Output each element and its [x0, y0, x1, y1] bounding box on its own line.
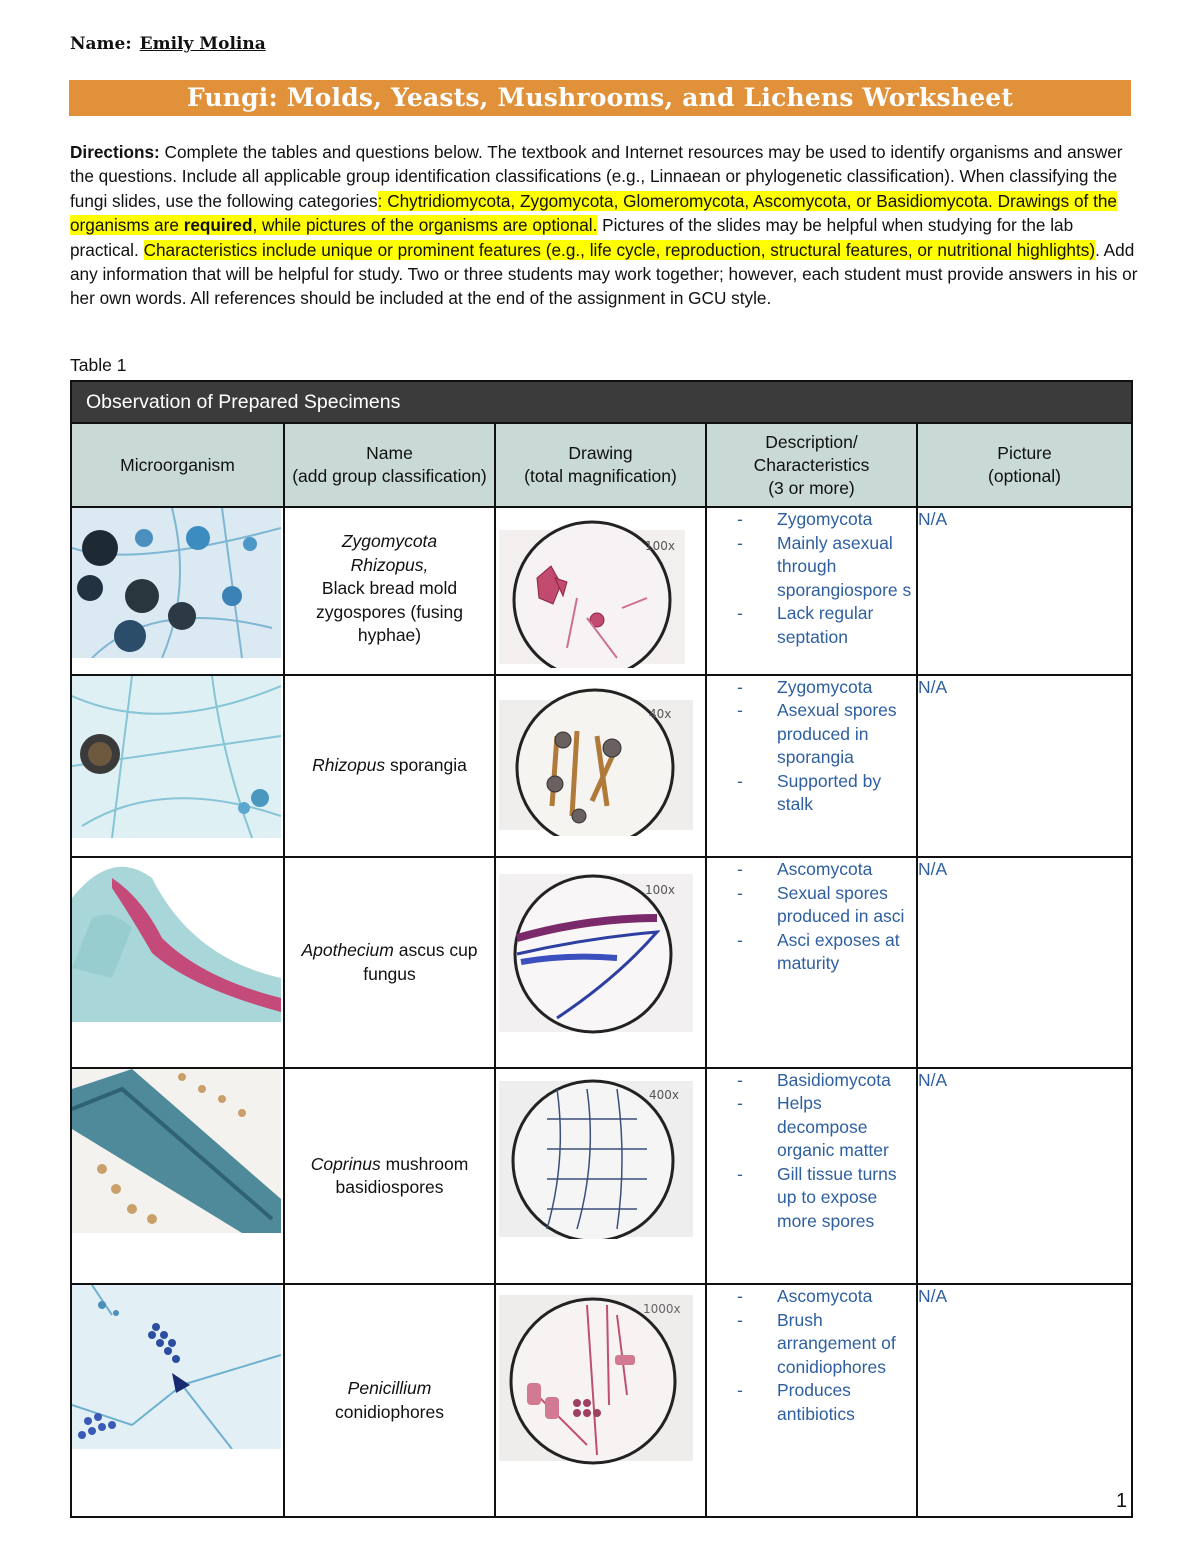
- col-header-picture: Picture (optional): [917, 423, 1132, 507]
- description-cell: [706, 675, 917, 857]
- picture-cell: N/A: [917, 675, 1132, 857]
- directions-text-3: . Add any information that will be helpful for study. Two or three students may work together; however, each student must provide answers in his or her own words. All references should be included at the end of the assignment in GCU style.: [70, 239, 1138, 309]
- description-cell: [706, 1284, 917, 1517]
- directions-highlight-characteristics: Characteristics include unique or prominent features (e.g., life cycle, reproduction, structural features, or nutritional highlights): [143, 239, 1096, 260]
- characteristic: - Ascomycota: [737, 858, 916, 882]
- drawing-cell: [495, 1284, 706, 1517]
- picture-cell: N/A: [917, 1068, 1132, 1285]
- characteristic: - Lack regular septation: [737, 602, 916, 649]
- characteristic: - Sexual spores produced in asci: [737, 882, 916, 929]
- characteristic: - Produces antibiotics: [737, 1379, 916, 1426]
- col-header-microorganism: Microorganism: [71, 423, 284, 507]
- magnification-label: 400x: [649, 1087, 680, 1102]
- micrograph-rhizopus-sporangia: [71, 675, 284, 857]
- col-header-description: Description/ Characteristics (3 or more): [706, 423, 917, 507]
- description-cell: [706, 507, 917, 674]
- specimen-name: Zygomycota Rhizopus, Black bread mold zygospores (fusing hyphae): [284, 507, 495, 674]
- picture-cell: N/A: [917, 857, 1132, 1068]
- directions-text-2: Pictures of the slides may be helpful when studying for the lab practical.: [70, 215, 1074, 260]
- specimen-name: Apothecium ascus cup fungus: [284, 857, 495, 1068]
- col-header-drawing: Drawing (total magnification): [495, 423, 706, 507]
- directions-text: Complete the tables and questions below. The textbook and Internet resources may be used to identify organisms and answer the questions. Include all applicable group identification classifications (e.g., Linnaean or phylogenetic classification). When classifying the fungi slides, use the following categories: [70, 142, 1123, 211]
- characteristic: - Asexual spores produced in sporangia: [737, 699, 916, 770]
- specimen-name: Penicillium conidiophores: [284, 1284, 495, 1517]
- specimen-name: Rhizopus sporangia: [284, 675, 495, 857]
- characteristic: - Mainly asexual through sporangiospore s: [737, 532, 916, 603]
- magnification-label: 100x: [645, 539, 676, 554]
- characteristic: - Helps decompose organic matter: [737, 1092, 916, 1163]
- student-name-line: [70, 34, 266, 54]
- table-row: [71, 507, 1132, 674]
- characteristic: - Brush arrangement of conidiophores: [737, 1309, 916, 1380]
- table-row: [71, 1068, 1132, 1285]
- table-row: [71, 1284, 1132, 1517]
- characteristic: - Asci exposes at maturity: [737, 929, 916, 976]
- drawing-cell: [495, 1068, 706, 1285]
- picture-cell: N/A: [917, 1284, 1132, 1517]
- drawing-cell: [495, 507, 706, 674]
- table-label: Table 1: [70, 355, 127, 375]
- micrograph-rhizopus-zygospores: [71, 507, 284, 674]
- magnification-label: 40x: [649, 706, 672, 721]
- magnification-label: 100x: [645, 883, 676, 898]
- micrograph-apothecium: [71, 857, 284, 1068]
- col-header-name: Name (add group classification): [284, 423, 495, 507]
- description-cell: [706, 1068, 917, 1285]
- picture-cell: N/A: [917, 507, 1132, 674]
- table-row: [71, 857, 1132, 1068]
- drawing-cell: [495, 675, 706, 857]
- worksheet-title: Fungi: Molds, Yeasts, Mushrooms, and Lichens Worksheet: [186, 83, 1014, 112]
- name-label: Name:: [70, 34, 132, 54]
- directions-required: required: [183, 215, 253, 236]
- directions-highlight-categories: : Chytridiomycota, Zygomycota, Glomeromycota, Ascomycota, or Basidiomycota. Drawings of the organisms are: [70, 190, 1117, 236]
- characteristic: - Basidiomycota: [737, 1069, 916, 1093]
- characteristic: - Zygomycota: [737, 676, 916, 700]
- worksheet-title-bar: [69, 80, 1131, 116]
- table-row: [71, 675, 1132, 857]
- page-number: 1: [1116, 1490, 1128, 1512]
- specimen-name: Coprinus mushroom basidiospores: [284, 1068, 495, 1285]
- characteristic: - Gill tissue turns up to expose more spores: [737, 1163, 916, 1234]
- drawing-cell: [495, 857, 706, 1068]
- characteristic: - Ascomycota: [737, 1285, 916, 1309]
- table-title: Observation of Prepared Specimens: [71, 381, 1132, 423]
- specimen-table: [70, 380, 1133, 1518]
- directions-highlight-optional: , while pictures of the organisms are optional.: [252, 215, 598, 236]
- micrograph-penicillium: [71, 1284, 284, 1517]
- characteristic: - Zygomycota: [737, 508, 916, 532]
- directions-label: Directions:: [70, 142, 160, 162]
- name-value: Emily Molina: [139, 34, 266, 54]
- magnification-label: 1000x: [643, 1302, 681, 1317]
- micrograph-coprinus: [71, 1068, 284, 1285]
- description-cell: [706, 857, 917, 1068]
- characteristic: - Supported by stalk: [737, 770, 916, 817]
- directions-paragraph: [70, 140, 1140, 311]
